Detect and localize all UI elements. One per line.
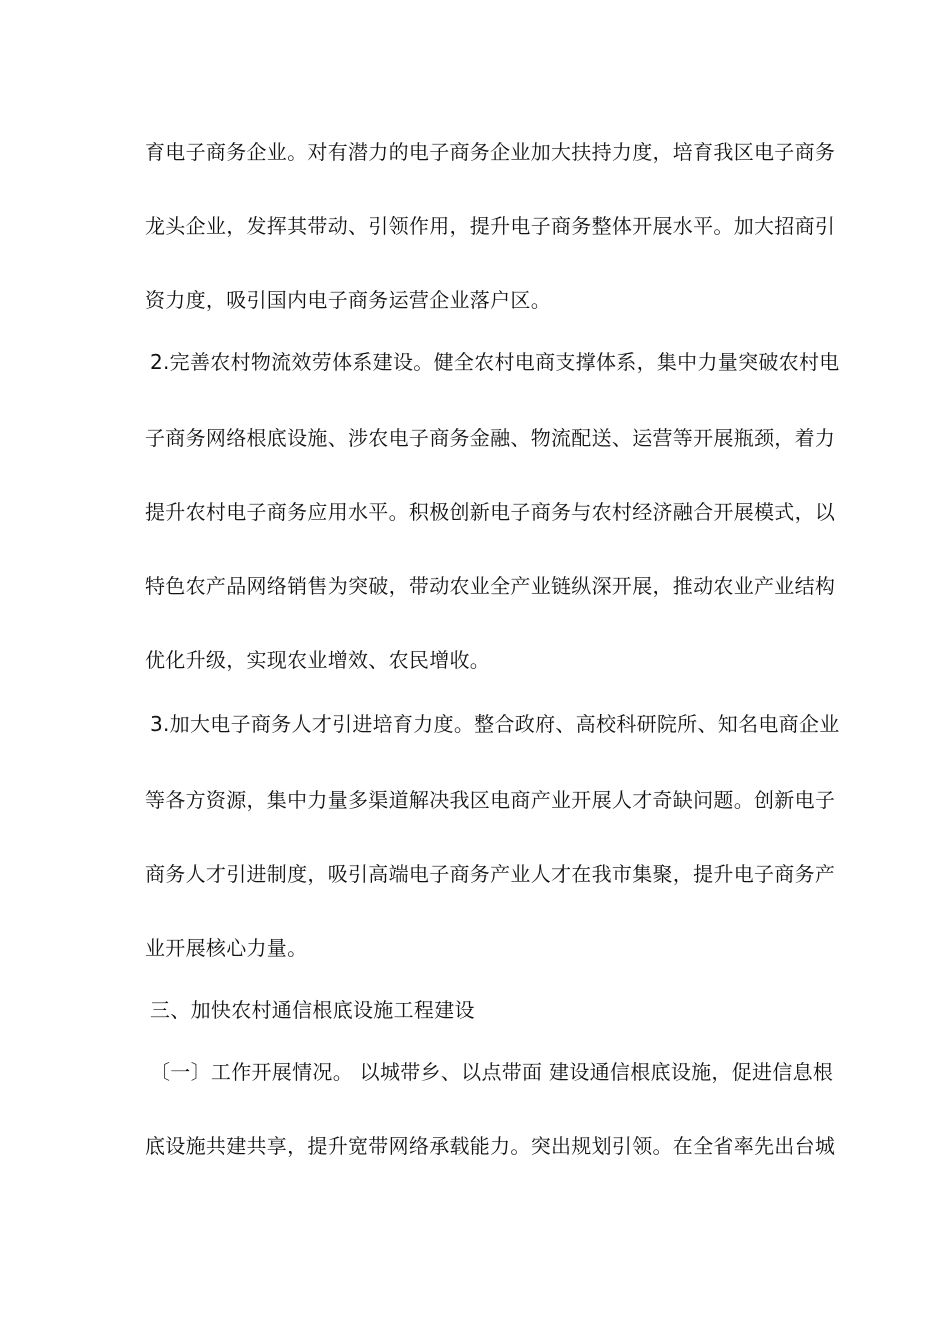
numbered-paragraph-start: 3.加大电子商务人才引进培育力度。整合政府、高校科研院所、知名电商企业 bbox=[150, 712, 840, 736]
subsection-paragraph-start: 〔一〕工作开展情况。 以城带乡、以点带面 建设通信根底设施，促进信息根 bbox=[150, 1060, 834, 1084]
body-text-line: 育电子商务企业。对有潜力的电子商务企业加大扶持力度，培育我区电子商务 bbox=[145, 140, 836, 164]
body-text-line: 商务人才引进制度，吸引高端电子商务产业人才在我市集聚，提升电子商务产 bbox=[145, 862, 836, 886]
body-text-line: 底设施共建共享，提升宽带网络承载能力。突出规划引领。在全省率先出台城 bbox=[145, 1134, 836, 1158]
body-text-line: 提升农村电子商务应用水平。积极创新电子商务与农村经济融合开展模式，以 bbox=[145, 500, 836, 524]
body-text-line: 资力度，吸引国内电子商务运营企业落户区。 bbox=[145, 288, 551, 312]
body-text-line: 特色农产品网络销售为突破，带动农业全产业链纵深开展，推动农业产业结构 bbox=[145, 574, 836, 598]
body-text-line: 优化升级，实现农业增效、农民增收。 bbox=[145, 648, 491, 672]
body-text-line: 子商务网络根底设施、涉农电子商务金融、物流配送、运营等开展瓶颈，着力 bbox=[145, 426, 836, 450]
section-heading: 三、加快农村通信根底设施工程建设 bbox=[150, 998, 475, 1022]
body-text-line: 业开展核心力量。 bbox=[145, 936, 308, 960]
numbered-paragraph-start: 2.完善农村物流效劳体系建设。健全农村电商支撑体系，集中力量突破农村电 bbox=[150, 350, 840, 374]
body-text-line: 等各方资源，集中力量多渠道解决我区电商产业开展人才奇缺问题。创新电子 bbox=[145, 788, 836, 812]
body-text-line: 龙头企业，发挥其带动、引领作用，提升电子商务整体开展水平。加大招商引 bbox=[145, 214, 836, 238]
